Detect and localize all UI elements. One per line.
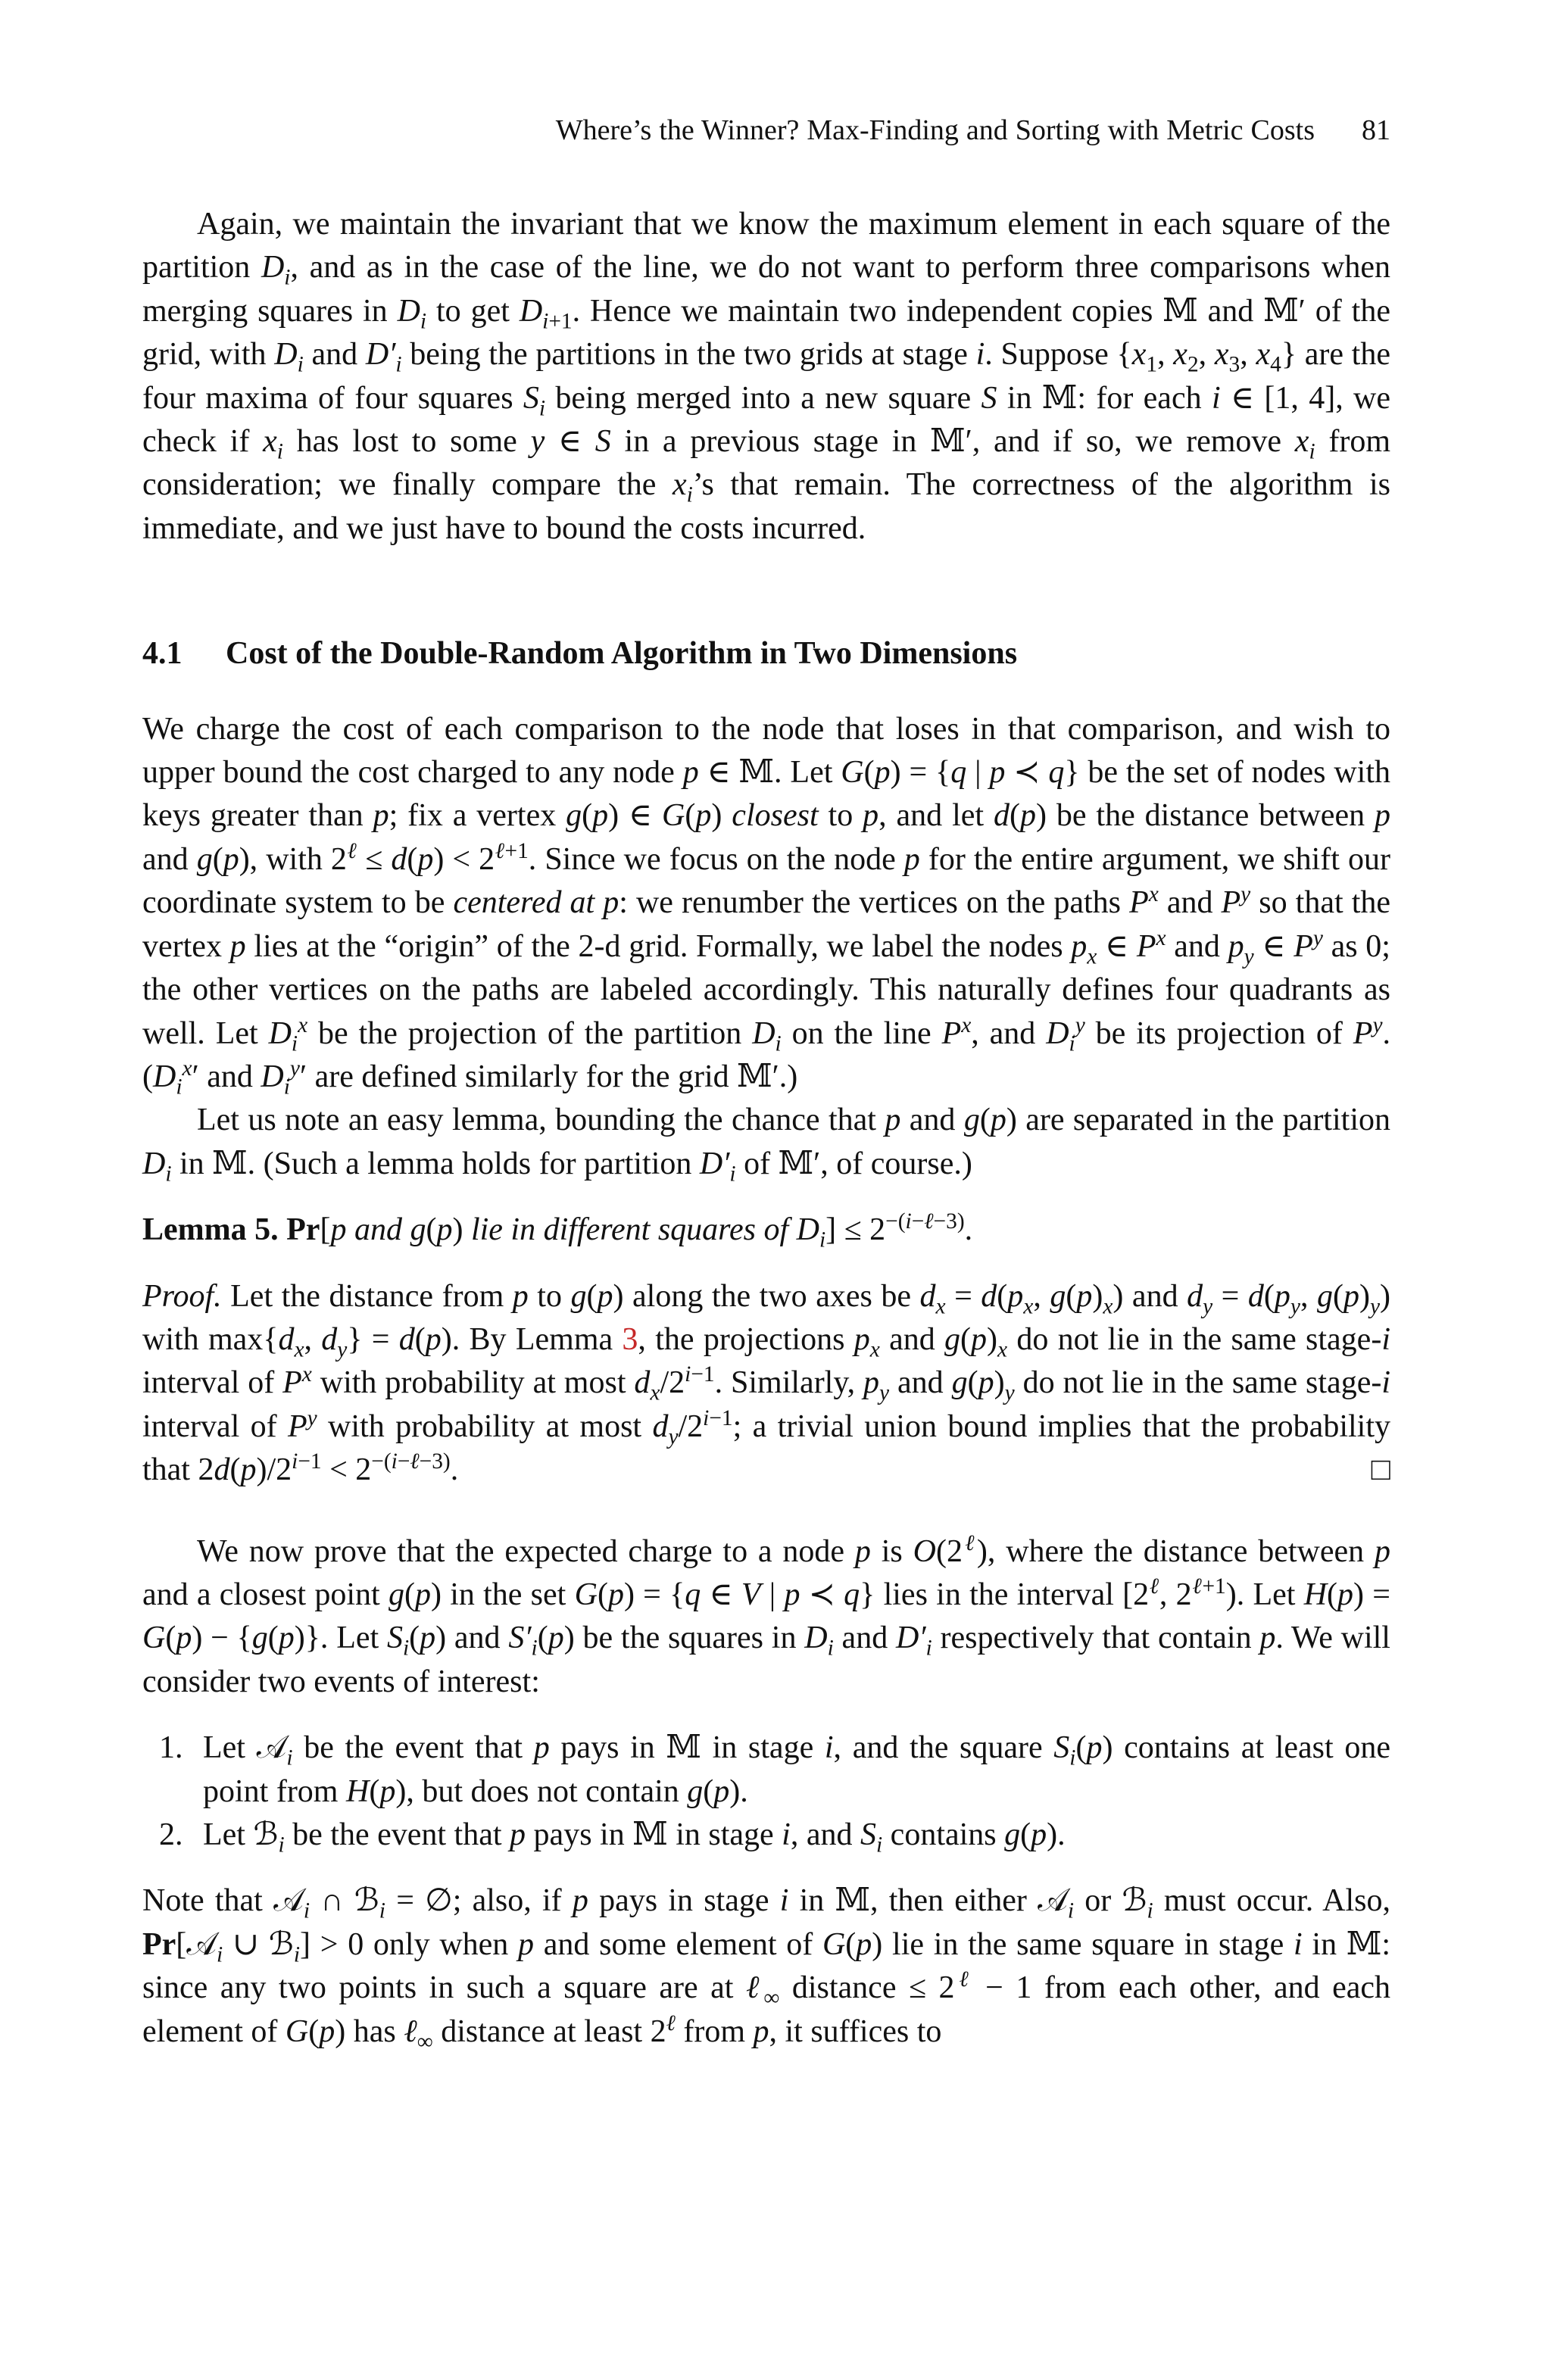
paragraph-expected-charge: We now prove that the expected charge to a node p is $O(2^\ell)$, where the distance between p and a closest point g(p) in the set G(p) = {q ∈ V | p ≺ q} lies in the interval [$2^\ell$, $2^{\ell+1}$). Let H(p) = G(p) − {g(p)}. Let $S_i(p)$ and $S'_i(p)$ be the squares in $D_i$ and $D'_i$ respectively that contain p. We will consider two events of interest: (142, 1530, 1390, 1699)
paragraph-charge: We charge the cost of each comparison to the node that loses in that comparison, and wish to upper bound the cost charged to any node p ∈ 𝕄. Let G(p) = {q | p ≺ q} be the set of nodes with keys greater than p; fix a vertex g(p) ∈ G(p) closest to p, and let d(p) be the distance between p and g(p), with $2^\ell \le d(p) < 2^{\ell+1}$. Since we focus on the node p for the entire argument, we shift our coordinate system to be centered at p: we renumber the vertices on the paths $P^x$ and $P^y$ so that the vertex p lies at the “origin” of the 2-d grid. Formally, we label the nodes $p_x$ ∈ $P^x$ and $p_y$ ∈ $P^y$ as 0; the other vertices on the paths are labeled accordingly. This naturally defines four quadrants as well. Let $D_i^x$ be the projection of the partition $D_i$ on the line $P^x$, and $D_i^y$ be its projection of $P^y$. ($D_i^x'$ and $D_i^y'$ are defined similarly for the grid 𝕄′.) (142, 711, 1391, 1100)
qed-symbol: □ (1371, 1452, 1390, 1488)
section-heading (142, 632, 1390, 675)
lemma-label: Lemma 5. (142, 1212, 279, 1248)
section-number: 4.1 (142, 636, 183, 672)
lemma-5: Lemma 5. Pr[p and g(p) lie in different squares of $D_i] \le 2^{-(i-\ell-3)}$. (142, 1209, 973, 1252)
body-text (142, 203, 1390, 2054)
running-header (142, 112, 1390, 148)
list-marker: 2. (159, 1817, 183, 1852)
list-item: 2. Let ℬ$_i$ be the event that p pays in 𝕄 in stage i, and $S_i$ contains g(p). (142, 1814, 1390, 1857)
paragraph-note: Note that 𝒜$_i$ ∩ ℬ$_i$ = ∅; also, if p pays in stage i in 𝕄, then either 𝒜$_i$ or ℬ$_i$ must occur. Also, Pr[𝒜$_i$ ∪ ℬ$_i$] > 0 only when p and some element of G(p) lie in the same square in stage i in 𝕄: since any two points in such a square are at ℓ$_\infty$ distance ≤ $2^\ell - 1$ from each other, and each element of G(p) has ℓ$_\infty$ distance at least $2^\ell$ from p, it suffices to (142, 1883, 1391, 2054)
running-title: Where’s the Winner? Max-Finding and Sorting with Metric Costs (555, 114, 1315, 146)
proof-block: Proof. Let the distance from p to g(p) along the two axes be $d_x = d(p_x$, $g(p)_x$) and $d_y = d(p_y$, $g(p)_y$) with $\max\{d_x$, $d_y\} = d(p)$. By Lemma 3, the projections $p_x$ and $g(p)_x$ do not lie in the same stage-i interval of $P^x$ with probability at most $d_x/2^{i-1}$. Similarly, $p_y$ and $g(p)_y$ do not lie in the same stage-i interval of $P^y$ with probability at most $d_y/2^{i-1}$; a trivial union bound implies that the probability that $2d(p)/2^{i-1} < 2^{-(i-\ell-3)}$. □ (142, 1275, 1390, 1493)
events-list (142, 1727, 1390, 1857)
proof-label: Proof. (142, 1278, 222, 1314)
page-number: 81 (1362, 114, 1390, 146)
paragraph-invariant: Again, we maintain the invariant that we know the maximum element in each square of the partition $D_i$, and as in the case of the line, we do not want to perform three comparisons when merging squares in $D_i$ to get $D_{i+1}$. Hence we maintain two independent copies 𝕄 and 𝕄′ of the grid, with $D_i$ and $D'_i$ being the partitions in the two grids at stage i. Suppose {$x_1$, $x_2$, $x_3$, $x_4$} are the four maxima of four squares $S_i$ being merged into a new square S in 𝕄: for each i ∈ [1, 4], we check if $x_i$ has lost to some y ∈ S in a previous stage in 𝕄′, and if so, we remove $x_i$ from consideration; we finally compare the $x_i’s$ that remain. The correctness of the algorithm is immediate, and we just have to bound the costs incurred. (142, 207, 1391, 546)
lemma-3-reference[interactable]: 3 (622, 1321, 638, 1357)
section-title: Cost of the Double-Random Algorithm in Two Dimensions (226, 636, 1018, 672)
list-marker: 1. (159, 1730, 183, 1766)
paragraph-lemma-intro: Let us note an easy lemma, bounding the chance that p and g(p) are separated in the partition $D_i$ in 𝕄. (Such a lemma holds for partition $D'_i$ of 𝕄′, of course.) (142, 1103, 1390, 1187)
list-item: 1. Let 𝒜$_i$ be the event that p pays in 𝕄 in stage i, and the square $S_i(p)$ contains at least one point from H(p), but does not contain g(p). (142, 1727, 1390, 1814)
